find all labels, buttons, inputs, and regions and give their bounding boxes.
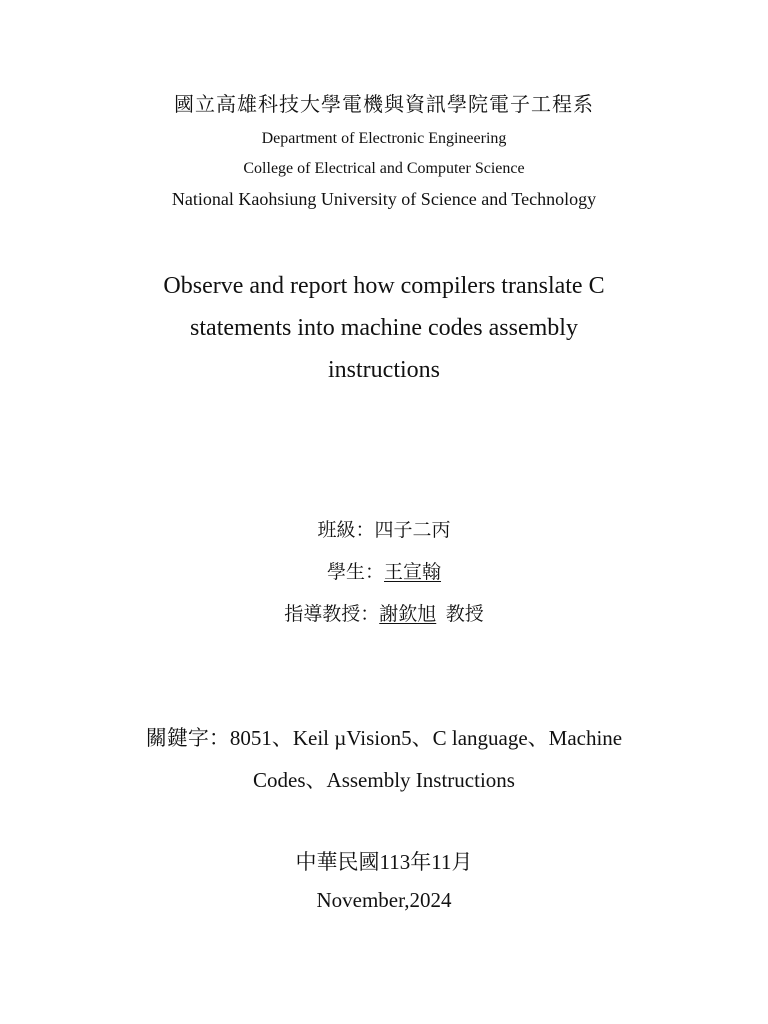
class-info: [0, 515, 768, 542]
report-title-line-2: statements into machine codes assembly: [190, 315, 578, 341]
student-label: 學生：: [326, 561, 384, 583]
university-title-zh: 國立高雄科技大學電機與資訊學院電子工程系: [174, 92, 594, 116]
class-label: 班級：: [317, 519, 375, 541]
report-title-line-1: Observe and report how compilers translate C: [163, 273, 605, 299]
student-info: [0, 557, 768, 584]
advisor-info: [0, 599, 768, 626]
keywords-line-2: Codes、Assembly Instructions: [253, 768, 515, 792]
keywords-line-1: 關鍵字：8051、Keil µVision5、C language、Machine: [145, 726, 623, 750]
advisor-title: 教授: [445, 603, 484, 625]
department-name-en: Department of Electronic Engineering: [261, 130, 507, 147]
student-name: 王宣翰: [384, 561, 442, 583]
advisor-name: 謝欽旭: [379, 603, 437, 625]
class-value: 四子二丙: [374, 519, 451, 541]
university-name-en: National Kaohsiung University of Science and Technology: [171, 189, 597, 209]
advisor-label: 指導教授：: [284, 603, 380, 625]
report-title-line-3: instructions: [328, 357, 440, 383]
college-name-en: College of Electrical and Computer Science: [243, 160, 525, 177]
date-en: November,2024: [316, 888, 452, 912]
date-zh: 中華民國113年11月: [295, 850, 473, 874]
